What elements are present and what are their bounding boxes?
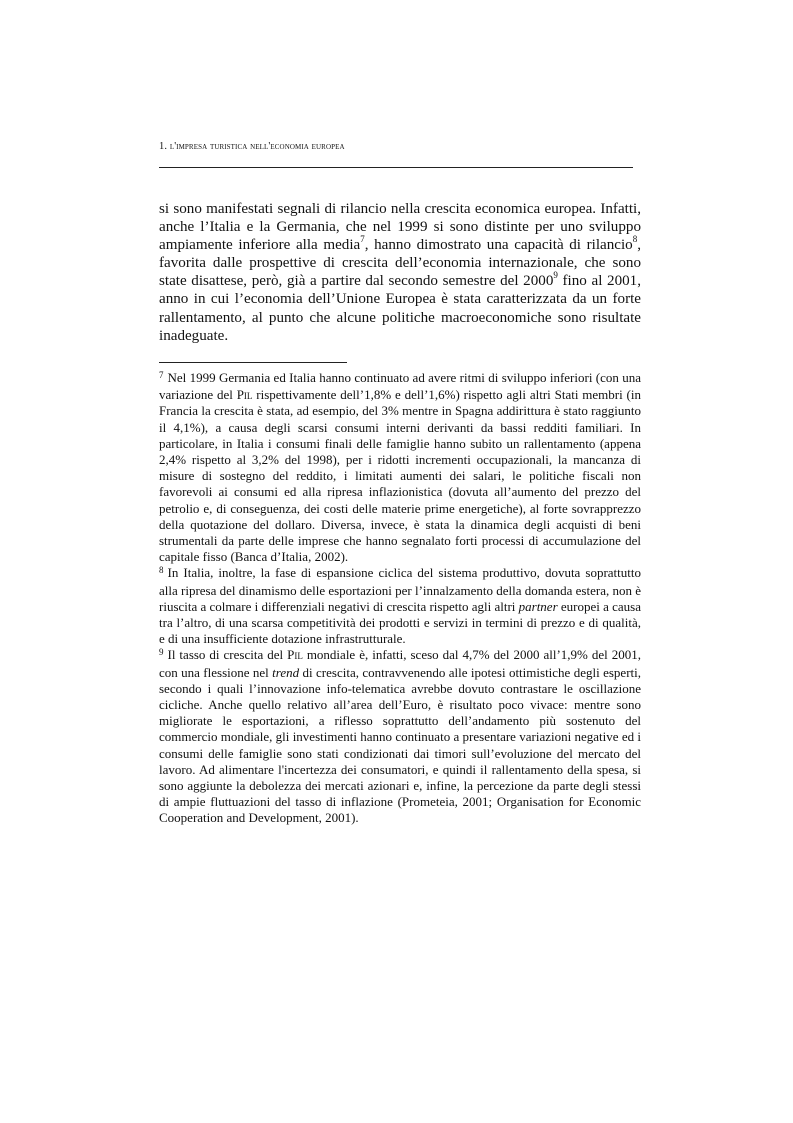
footnote-9-text-c: di crescita, contravvenendo alle ipotesi ottimistiche degli esperti, secondo i quali l’innovazione info-telematica avrebbe dovuto contrastare le oscillazione cicliche. Anche quello relativo all’area dell’Euro, è risultato poco vivace: mentre sono migliorate le esportazioni, a riflesso soprattutto dell’andamento più sostenuto del commercio mondiale, gli investimenti hanno continuato a presentare variazioni negative ed i consumi delle famiglie sono stati condizionati dai timori sull’evoluzione del mercato del lavoro. Ad alimentare l'incertezza dei consumatori, e quindi il rallentamento della spesa, si sono aggiunte la debolezza dei mercati azionari e, infine, la percezione da parte degli stessi di ampie fluttuazioni del tasso di inflazione (Prometeia, 2001; Organisation for Economic Cooperation and Development, 2001). xyxy=(159,664,641,826)
footnote-separator xyxy=(159,362,347,363)
footnote-9 xyxy=(159,647,641,826)
footnote-7-pil: Pil xyxy=(236,387,253,403)
chapter-number: 1. xyxy=(159,141,168,152)
footnote-7-text-b: rispettivamente dell’1,8% e dell’1,6%) rispetto agli altri Stati membri (in Francia la crescita è stata, ad esempio, del 3% mentre in Spagna addirittura è stato raggiunto il 4,1%), a causa degli scarsi consumi interni derivanti da bassi redditi familiari. In particolare, in Italia i consumi finali delle famiglie hanno subito un rallentamento (appena 2,4% rispetto al 3,2% del 1998), per i ridotti incrementi occupazionali, la mancanza di misure di sostegno del reddito, i limitati aumenti dei salari, le politiche fiscali non favorevoli ai consumi ed alla ripresa inflazionistica (dovuta all’aumento del prezzo del petrolio e, di conseguenza, dei costi delle materie prime energetiche), al forte sovrapprezzo della quotazione del dollaro. Diversa, invece, è stata la dinamica degli acquisti di beni strumentali da parte delle imprese che hanno segnalato forti processi di accumulazione del capitale fisso (Banca d’Italia, 2002). xyxy=(159,387,641,565)
body-text-part-1: si sono manifestati segnali di rilancio nella crescita economica europea. Infatti, anche l’Italia e la Germania, che nel 1999 si sono distinte per uno sviluppo ampiamente inferiore alla media xyxy=(159,201,641,254)
footnote-8-italic: partner xyxy=(518,598,558,614)
footnote-8-text-a: In Italia, inoltre, la fase di espansione ciclica del sistema produttivo, dovuta soprattutto alla ripresa del dinamismo delle esportazioni per l’innalzamento della domanda estera, non è riuscita a colmare i differenziali negativi di crescita rispetto agli altri xyxy=(159,565,641,614)
footnote-8 xyxy=(159,565,641,647)
footnote-9-pil: Pil xyxy=(287,647,303,663)
footnote-9-italic: trend xyxy=(272,664,300,680)
running-header xyxy=(159,141,345,152)
footnote-ref-9[interactable]: 9 xyxy=(553,270,558,281)
header-rule xyxy=(159,167,633,168)
chapter-title: l'impresa turistica nell'economia europea xyxy=(169,141,345,152)
footnote-number-9: 9 xyxy=(159,647,164,658)
footnote-8-text-b: europei a causa tra l’altro, di una scarsa competitività dei prodotti e servizi in termini di prezzo e di qualità, e di una insufficiente dotazione infrastrutturale. xyxy=(159,598,642,647)
footnotes xyxy=(159,370,641,827)
footnote-9-text-b: mondiale è, infatti, sceso dal 4,7% del 2000 all’1,9% del 2001, con una flessione nel xyxy=(159,647,641,680)
body-paragraph xyxy=(159,200,641,345)
footnote-7-text-a: Nel 1999 Germania ed Italia hanno continuato ad avere ritmi di sviluppo inferiori (con una variazione del xyxy=(159,370,641,403)
footnote-7 xyxy=(159,370,641,565)
body-text-part-2: , hanno dimostrato una capacità di rilancio xyxy=(364,237,633,254)
body-text-part-3: , favorita dalle prospettive di crescita dell’economia internazionale, che sono state disattese, però, già a partire dal secondo semestre del 2000 xyxy=(159,237,641,290)
footnote-number-8: 8 xyxy=(159,565,164,576)
footnote-ref-7[interactable]: 7 xyxy=(360,234,365,245)
footnote-number-7: 7 xyxy=(159,370,164,380)
body-text-part-4: fino al 2001, anno in cui l’economia dell’Unione Europea è stata caratterizzata da un forte rallentamento, al punto che alcune politiche macroeconomiche sono risultate inadeguate. xyxy=(159,273,641,344)
footnote-9-text-a: Il tasso di crescita del xyxy=(167,647,288,663)
footnote-ref-8[interactable]: 8 xyxy=(632,234,638,245)
